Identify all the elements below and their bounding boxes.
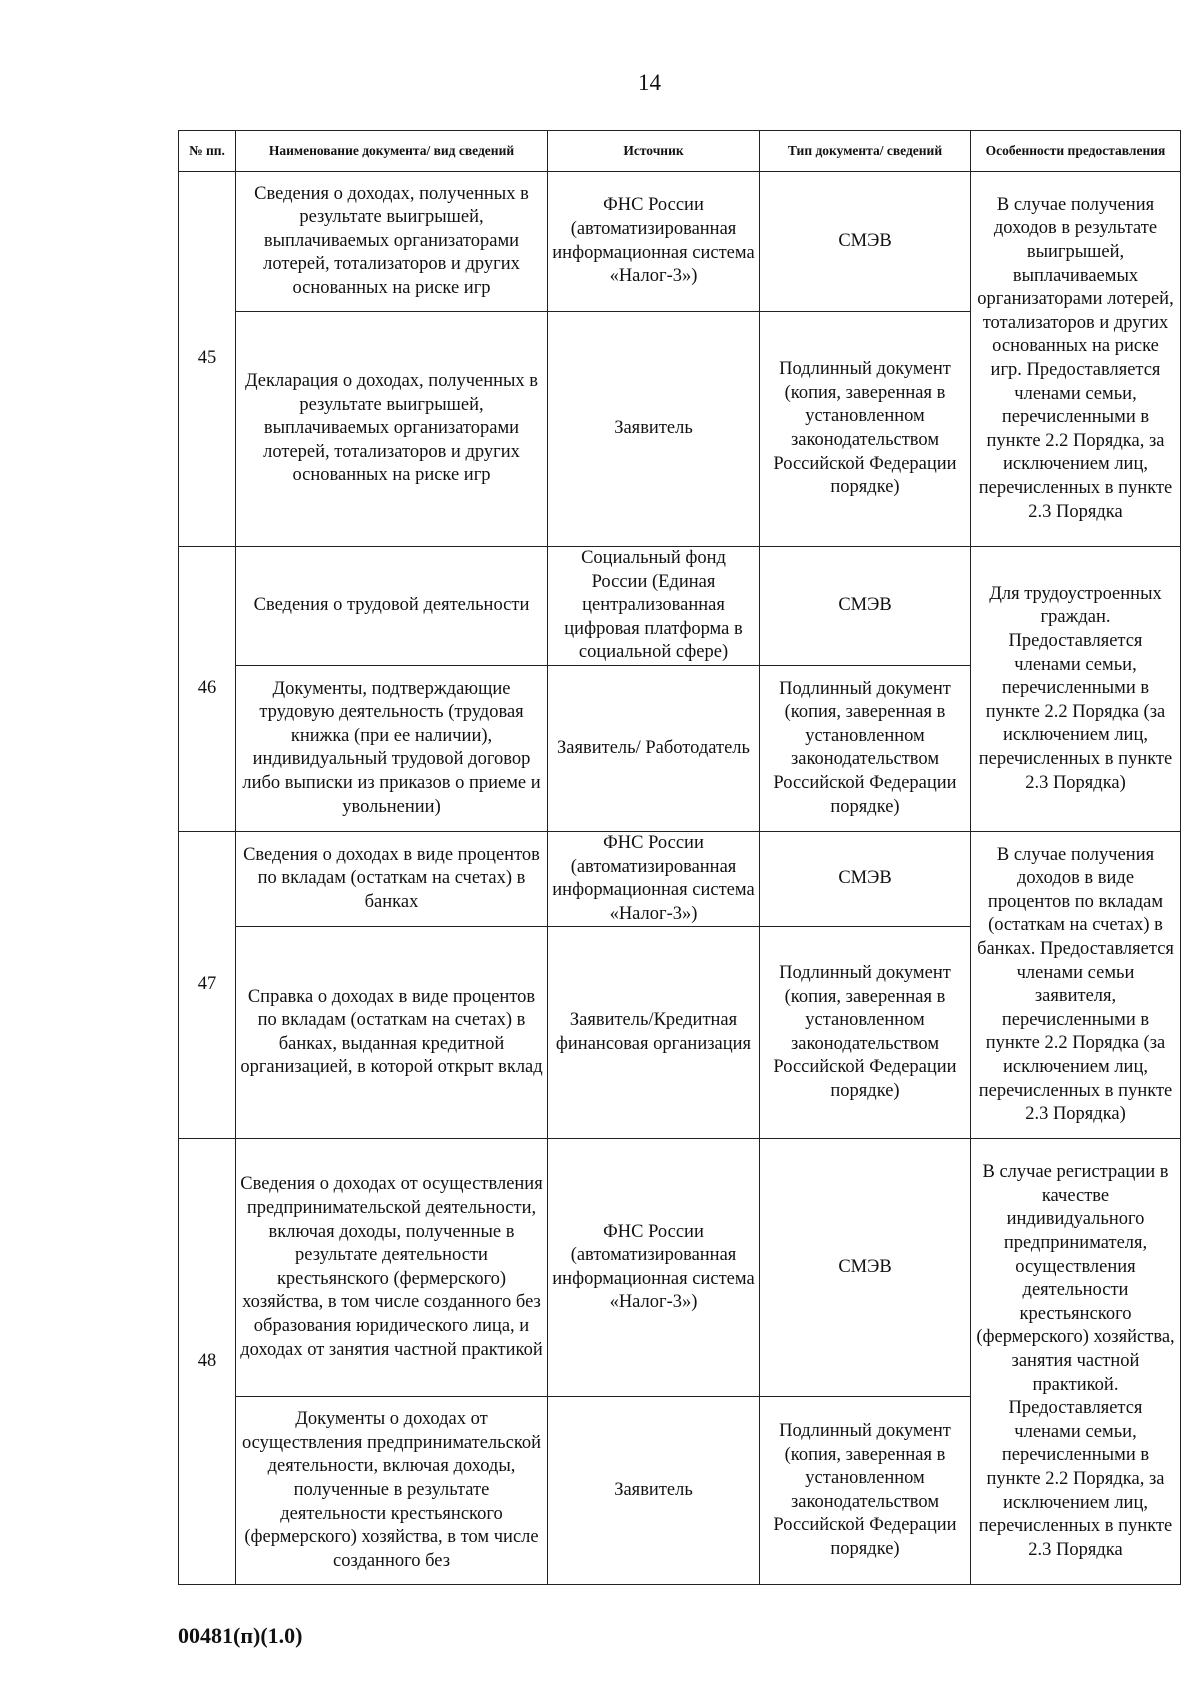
document-source: Заявитель/ Работодатель	[548, 665, 760, 831]
document-name: Сведения о доходах от осуществления предпринимательской деятельности, включая доходы, полученные в результате деятельности крестьянского (фермерского) хозяйства, в том числе созданного без образования юридического лица, и доходах от занятия частной практикой	[236, 1139, 548, 1397]
document-source: ФНС России (автоматизированная информационная система «Налог-3»)	[548, 172, 760, 312]
table-row	[179, 1139, 1181, 1397]
row-number: 47	[179, 831, 236, 1138]
document-name: Декларация о доходах, полученных в результате выигрышей, выплачиваемых организаторами лотерей, тотализаторов и других основанных на риске игр	[236, 312, 548, 547]
document-name: Сведения о доходах в виде процентов по вкладам (остаткам на счетах) в банках	[236, 831, 548, 926]
documents-table	[178, 130, 1181, 1585]
table-row	[179, 172, 1181, 312]
document-source: Социальный фонд России (Единая централизованная цифровая платформа в социальной сфере)	[548, 547, 760, 666]
document-source: ФНС России (автоматизированная информационная система «Налог-3»)	[548, 1139, 760, 1397]
row-number: 46	[179, 547, 236, 832]
document-type: СМЭВ	[760, 831, 971, 926]
provision-features: В случае регистрации в качестве индивидуального предпринимателя, осуществления деятельности крестьянского (фермерского) хозяйства, занятия частной практикой. Предоставляется членами семьи, перечисленными в пункте 2.2 Порядка, за исключением лиц, перечисленных в пункте 2.3 Порядка	[971, 1139, 1181, 1585]
document-type: Подлинный документ (копия, заверенная в установленном законодательством Российской Федерации порядке)	[760, 312, 971, 547]
document-source: Заявитель	[548, 1397, 760, 1585]
header-source: Источник	[548, 131, 760, 172]
header-features: Особенности предоставления	[971, 131, 1181, 172]
document-source: ФНС России (автоматизированная информационная система «Налог-3»)	[548, 831, 760, 926]
table-header-row	[179, 131, 1181, 172]
row-number: 48	[179, 1139, 236, 1585]
document-code: 00481(п)(1.0)	[178, 1623, 303, 1648]
provision-features: Для трудоустроенных граждан. Предоставляется членами семьи, перечисленными в пункте 2.2 Порядка (за исключением лиц, перечисленных в пункте 2.3 Порядка)	[971, 547, 1181, 832]
document-source: Заявитель	[548, 312, 760, 547]
row-number: 45	[179, 172, 236, 547]
document-type: СМЭВ	[760, 547, 971, 666]
document-name: Документы о доходах от осуществления предпринимательской деятельности, включая доходы, полученные в результате деятельности крестьянского (фермерского) хозяйства, в том числе созданного без	[236, 1397, 548, 1585]
document-type: Подлинный документ (копия, заверенная в установленном законодательством Российской Федерации порядке)	[760, 665, 971, 831]
document-type: СМЭВ	[760, 172, 971, 312]
document-name: Справка о доходах в виде процентов по вкладам (остаткам на счетах) в банках, выданная кредитной организацией, в которой открыт вклад	[236, 927, 548, 1139]
document-name: Документы, подтверждающие трудовую деятельность (трудовая книжка (при ее наличии), индивидуальный трудовой договор либо выписки из приказов о приеме и увольнении)	[236, 665, 548, 831]
document-type: Подлинный документ (копия, заверенная в установленном законодательством Российской Федерации порядке)	[760, 1397, 971, 1585]
document-type: СМЭВ	[760, 1139, 971, 1397]
table-row	[179, 831, 1181, 926]
header-num: № пп.	[179, 131, 236, 172]
header-type: Тип документа/ сведений	[760, 131, 971, 172]
document-type: Подлинный документ (копия, заверенная в установленном законодательством Российской Федерации порядке)	[760, 927, 971, 1139]
document-name: Сведения о трудовой деятельности	[236, 547, 548, 666]
document-name: Сведения о доходах, полученных в результате выигрышей, выплачиваемых организаторами лотерей, тотализаторов и других основанных на риске игр	[236, 172, 548, 312]
document-source: Заявитель/Кредитная финансовая организация	[548, 927, 760, 1139]
table-row	[179, 547, 1181, 666]
provision-features: В случае получения доходов в виде процентов по вкладам (остаткам на счетах) в банках. Предоставляется членами семьи заявителя, перечисленными в пункте 2.2 Порядка (за исключением лиц, перечисленных в пункте 2.3 Порядка)	[971, 831, 1181, 1138]
header-name: Наименование документа/ вид сведений	[236, 131, 548, 172]
provision-features: В случае получения доходов в результате выигрышей, выплачиваемых организаторами лотерей, тотализаторов и других основанных на риске игр. Предоставляется членами семьи, перечисленными в пункте 2.2 Порядка, за исключением лиц, перечисленных в пункте 2.3 Порядка	[971, 172, 1181, 547]
